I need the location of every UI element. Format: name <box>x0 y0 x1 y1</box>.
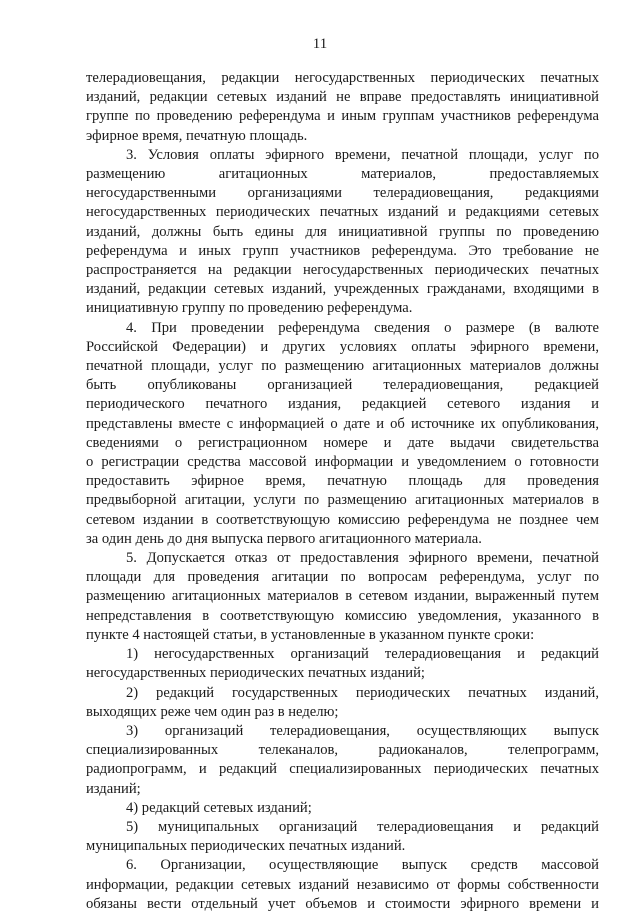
text-line: информации, редакции сетевых изданий независимо от формы собственности <box>86 876 599 893</box>
page-number: 11 <box>312 36 328 52</box>
text-line: негосударственными организациями телерадиовещания, редакциями <box>86 185 599 202</box>
text-line: изданий, должны быть едины для инициативной группы по проведению <box>86 223 599 240</box>
text-line: распространяется на редакции негосударственных периодических печатных <box>86 262 599 279</box>
text-line: изданий, редакции сетевых изданий не вправе предоставлять инициативной <box>86 89 599 106</box>
text-line: о регистрации средства массовой информации и уведомлением о готовности <box>86 454 599 471</box>
text-line: 1) негосударственных организаций телерадиовещания и редакций <box>126 646 599 663</box>
text-line: за один день до дня выпуска первого агитационного материала. <box>86 530 482 547</box>
text-line: изданий; <box>86 780 141 797</box>
text-line: эфирное время, печатную площадь. <box>86 127 308 144</box>
text-line: изданий, редакции сетевых изданий, учрежденных гражданами, входящими в <box>86 281 599 298</box>
text-line: 4) редакций сетевых изданий; <box>126 799 312 816</box>
text-line: периодического печатного издания, редакцией сетевого издания и <box>86 396 599 413</box>
document-body <box>86 69 599 914</box>
text-line: 4. При проведении референдума сведения о размере (в валюте <box>126 319 599 336</box>
text-line: размещению агитационных материалов в сетевом издании, выраженный путем <box>86 588 599 605</box>
text-line: размещению агитационных материалов, предоставляемых <box>86 166 599 183</box>
text-line: группе по проведению референдума и иным группам участников референдума <box>86 108 599 125</box>
text-line: пункте 4 настоящей статьи, в установленные в указанном пункте сроки: <box>86 626 535 643</box>
text-line: площади для проведения агитации по вопросам референдума, услуг по <box>86 569 599 586</box>
text-line: Российской Федерации) и других условиях оплаты эфирного времени, <box>86 338 599 355</box>
text-line: 5. Допускается отказ от предоставления эфирного времени, печатной <box>126 550 599 567</box>
text-line: референдума и иных групп участников референдума. Это требование не <box>86 242 599 259</box>
text-line: обязаны вести отдельный учет объемов и стоимости эфирного времени и <box>86 895 599 912</box>
text-line: специализированных телеканалов, радиоканалов, телепрограмм, <box>86 742 599 759</box>
text-line: радиопрограмм, и редакций специализированных периодических печатных <box>86 761 599 778</box>
text-line: телерадиовещания, редакции негосударственных периодических печатных <box>86 70 599 86</box>
text-line: печатной площади, услуг по размещению агитационных материалов должны <box>86 358 599 375</box>
text-line: сетевом издании в соответствующую комиссию референдума не позднее чем <box>86 511 599 528</box>
text-line: негосударственных периодических печатных изданий и редакциями сетевых <box>86 204 599 221</box>
text-line: муниципальных периодических печатных изданий. <box>86 838 406 855</box>
text-line: негосударственных периодических печатных изданий; <box>86 665 425 682</box>
text-line: быть опубликованы организацией телерадиовещания, редакцией <box>86 377 599 394</box>
text-line: инициативную группу по проведению референдума. <box>86 300 413 317</box>
text-line: 6. Организации, осуществляющие выпуск средств массовой <box>126 857 599 874</box>
text-line: предвыборной агитации, услуги по размещению агитационных материалов в <box>86 492 599 509</box>
text-line: выходящих реже чем один раз в неделю; <box>86 703 339 720</box>
text-line: 3. Условия оплаты эфирного времени, печатной площади, услуг по <box>126 146 599 163</box>
text-line: представлены вместе с информацией о дате и об источнике их опубликования, <box>86 415 599 432</box>
text-line: непредставления в соответствующую комиссию уведомления, указанного в <box>86 607 599 624</box>
text-line: 3) организаций телерадиовещания, осуществляющих выпуск <box>126 722 599 739</box>
text-line: 2) редакций государственных периодических печатных изданий, <box>126 684 599 701</box>
text-line: 5) муниципальных организаций телерадиовещания и редакций <box>126 818 599 835</box>
text-line: сведениями о регистрационном номере и дате выдачи свидетельства <box>86 434 599 451</box>
text-line: предоставить эфирное время, печатную площадь для проведения <box>86 473 599 490</box>
